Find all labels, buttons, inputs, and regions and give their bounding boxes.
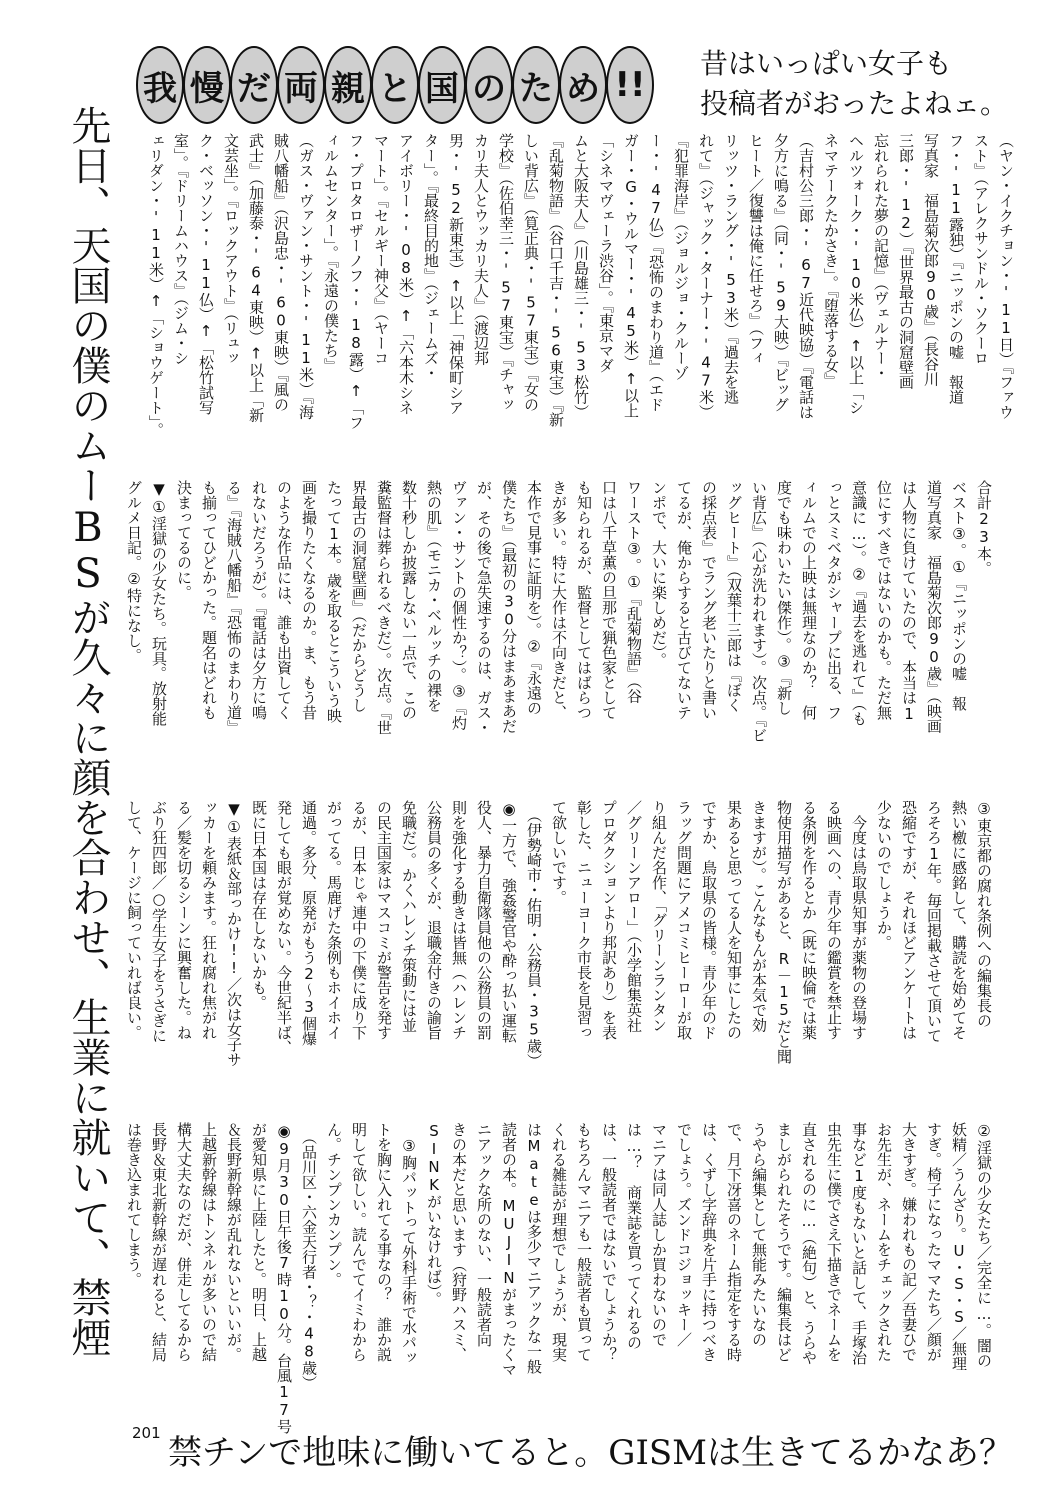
- text-column: はMateは多少マニアックな一般: [525, 1122, 543, 1374]
- text-column: カリ夫人とウッカリ夫人』（渡辺邦: [472, 133, 490, 366]
- text-column: 少ないのでしょうか。: [875, 800, 893, 950]
- text-column: して、ケージに飼っていれば良い。: [125, 800, 143, 1040]
- handwritten-line: 投稿者がおったよねェ。: [700, 87, 1009, 120]
- text-column: たって1本。歳を取るとこういう映: [325, 480, 343, 723]
- text-row-1: [143, 133, 1018, 438]
- text-column: 通過。多分、原発がもう2～3個爆: [300, 800, 318, 1046]
- text-column: 学校』（佐伯幸三・'57東宝）『チャッ: [497, 133, 515, 412]
- text-column: 男・'52新東宝）↑以上「神保町シア: [447, 133, 465, 415]
- title-circle-char: だ: [230, 46, 278, 124]
- text-column: は、一般読者ではないでしょうか？: [600, 1122, 618, 1362]
- text-column: 既に日本国は存在しないかも。: [250, 800, 268, 1010]
- text-column: お先生が、ネームをチェックされた: [875, 1122, 893, 1362]
- text-column: トを胸に入れてる事なの？ 誰か説: [375, 1122, 393, 1362]
- title-circle-char: め: [559, 46, 607, 124]
- text-column: が愛知県に上陸したと。明日、上越: [250, 1122, 268, 1362]
- handwritten-note-top: [700, 44, 1045, 124]
- text-column: ヒート／復讐は俺に任せろ』（フィ: [747, 133, 765, 366]
- text-column: 画を撮りたくなるのか。ま、もう昔: [300, 480, 318, 720]
- text-column: 熱の肌』（モニカ・ベルッチの裸を: [425, 480, 443, 713]
- handwritten-line: 昔はいっぱい女子も: [700, 47, 953, 80]
- text-column: きが多い。特に大作は不向きだと、: [550, 480, 568, 720]
- text-column: ＆長野新幹線が乱れないといいが。: [225, 1122, 243, 1362]
- text-column: 糞監督は葬られるべきだ）。次点。『世: [375, 480, 393, 735]
- text-column: 『犯罪海岸』（ジョルジョ・クルーゾ: [672, 133, 690, 381]
- text-column: （吉村公三郎・'67近代映協）『電話は: [797, 133, 815, 420]
- text-column: 決まってるのに。: [175, 480, 193, 600]
- text-column: 事など1度もないと話して、手塚治: [850, 1122, 868, 1365]
- title-circle-char: 両: [277, 46, 325, 124]
- text-column: は人物に負けていたので、本当は1: [900, 480, 918, 723]
- text-column: （ヤン・イクチョン・'11日）『ファウ: [997, 133, 1015, 420]
- text-column: てるが、俺からすると古びてないテ: [675, 480, 693, 720]
- text-column: は巻き込まれてしまう。: [125, 1122, 143, 1287]
- text-column: 「シネマヴェーラ渋谷」。『東京マダ: [597, 133, 615, 373]
- text-column: ましがられたそうです。編集長はど: [775, 1122, 793, 1362]
- text-column: ろそろ1年。毎回掲載させて頂いて: [925, 800, 943, 1043]
- text-column: 直されるのに…（絶句）と、うらや: [800, 1122, 818, 1365]
- text-column: ンポで、大いに楽しめだ）。: [650, 480, 668, 668]
- text-column: （伊勢崎市・佑明・公務員・35歳）: [525, 800, 543, 1069]
- text-column: がってる。馬鹿げた条例もホイホイ: [325, 800, 343, 1040]
- text-column: 数十秒しか披露しない一点で、この: [400, 480, 418, 720]
- text-column: り組んだ名作、「グリーンランタン: [650, 800, 668, 1033]
- text-column: れて』（ジャック・ターナー・'47米）: [697, 133, 715, 420]
- text-column: SINKがいなければ）。: [425, 1122, 443, 1307]
- text-column: 明して欲しい。読んでてイミわから: [350, 1122, 368, 1362]
- text-column: のような作品には、誰も出資してく: [275, 480, 293, 720]
- text-column: 写真家 福島菊次郎90歳』（長谷川: [922, 133, 940, 387]
- text-column: ②淫獄の少女たち／完全に…。闇の: [975, 1122, 993, 1368]
- text-column: 『乱菊物語』（谷口千吉・'56東宝）『新: [547, 133, 565, 427]
- text-column: もちろんマニアも一般読者も買って: [575, 1122, 593, 1362]
- text-column: るが、日本じゃ連中の下僕に成り下: [350, 800, 368, 1040]
- text-column: る映画への、青少年の鑑賞を禁止す: [825, 800, 843, 1040]
- title-circle-char: 国: [418, 46, 466, 124]
- text-column: ▼①淫獄の少女たち。玩具。放射能: [150, 480, 168, 726]
- text-column: る条例を作るとか（既に映倫では薬: [800, 800, 818, 1040]
- page-title: [136, 46, 653, 124]
- text-column: グルメ日記。②特になし。: [125, 480, 143, 663]
- text-column: ん。チンプンカンプン。: [325, 1122, 343, 1287]
- title-circle-char: !!: [606, 46, 654, 124]
- text-column: ネマテークたかさき」。『堕落する女』: [822, 133, 840, 388]
- text-column: 僕たち』（最初の30分はまあまあだ: [500, 480, 518, 734]
- text-column: マート」。『セルギー神父』（ヤーコ: [372, 133, 390, 366]
- text-column: 忘れられた夢の記憶』（ヴェルナー・: [872, 133, 890, 381]
- text-column: スト』（アレクサンドル・ソクーロ: [972, 133, 990, 366]
- text-column: っとスミベタがシャープに出る、フ: [825, 480, 843, 720]
- text-column: 室」。『ドリームハウス』（ジム・シ: [172, 133, 190, 366]
- text-column: い背広』（心が洗われます）。次点。『ビ: [750, 480, 768, 743]
- text-column: ですか、鳥取県の皆様。青少年のド: [700, 800, 718, 1040]
- text-column: フ・'11露独）『ニッポンの嘘 報道: [947, 133, 965, 405]
- text-column: 道写真家 福島菊次郎90歳』（映画: [925, 480, 943, 734]
- text-column: 物使用描写があると、R－15だと聞: [775, 800, 793, 1064]
- text-column: ▼①表紙＆部っかけ!!／次は女子サ: [225, 800, 243, 1067]
- text-column: で、月下冴喜のネーム指定をする時: [725, 1122, 743, 1362]
- text-column: ィルムセンター」。『永遠の僕たち』: [322, 133, 340, 373]
- text-column: は、くずし字辞典を片手に持つべき: [700, 1122, 718, 1362]
- text-column: る』『海賊八幡船』『恐怖のまわり道』: [225, 480, 243, 735]
- text-column: ッグヒート』（双葉十三郎は『ぼく: [725, 480, 743, 713]
- text-column: アイボリー・'08米）↑「六本木シネ: [397, 133, 415, 415]
- text-column: （ガス・ヴァン・サント・'11米）『海: [297, 133, 315, 420]
- text-row-3: [121, 800, 996, 1085]
- handwritten-note-bottom: 禁チンで地味に働いてると。GISMは生きてるかなあ？: [168, 1433, 1013, 1473]
- text-column: 果あると思ってる人を知事にしたの: [725, 800, 743, 1040]
- text-column: 免職だ）。かくハレンチ策動には並: [400, 800, 418, 1033]
- text-column: は…？ 商業誌を買ってくれるの: [625, 1122, 643, 1350]
- text-column: 度でも味わいたい傑作）。③『新し: [775, 480, 793, 716]
- text-column: 位にすべきではないのかも。ただ無: [875, 480, 893, 720]
- text-column: ／グリーンアロー」（小学館集英社: [625, 800, 643, 1033]
- text-column: でしょう。ズンドコジョッキー／: [675, 1122, 693, 1347]
- text-column: ー・'47仏）『恐怖のまわり道』（エド: [647, 133, 665, 412]
- text-column: マニアは同人誌しか買わないので: [650, 1122, 668, 1347]
- text-column: 武士』（加藤泰・'64東映）↑以上「新: [247, 133, 265, 423]
- text-column: ムと大阪夫人』（川島雄三・'53松竹）: [572, 133, 590, 420]
- text-column: が、その後で急失速するのは、ガス・: [475, 480, 493, 735]
- text-column: ◉9月30日午後7時10分。台風17号: [275, 1122, 293, 1434]
- text-column: きの本だと思います（狩野ハスミ、: [450, 1122, 468, 1362]
- text-column: すぎ。椅子になったママたち／顔が: [925, 1122, 943, 1362]
- text-column: ター」。『最終目的地』（ジェームズ・: [422, 133, 440, 381]
- text-column: ◉一方で、強姦警官や酔っ払い運転: [500, 800, 518, 1043]
- text-column: 上越新幹線はトンネルが多いので結: [200, 1122, 218, 1362]
- text-column: 熱い檄に感銘して、購読を始めてそ: [950, 800, 968, 1040]
- text-column: 口は八千草薫の旦那で猟色家として: [600, 480, 618, 720]
- text-column: ヴァン・サントの個性か？）。③『灼: [450, 480, 468, 731]
- text-column: 役人、暴力自衛隊員他の公務員の罰: [475, 800, 493, 1040]
- text-row-2: [121, 480, 996, 765]
- text-column: 界最古の洞窟壁画』（だからどうし: [350, 480, 368, 713]
- text-column: ベスト③。①『ニッポンの嘘 報: [950, 480, 968, 711]
- text-column: ニアックな所のない、一般読者向: [475, 1122, 493, 1347]
- text-column: 妖精／うんざり。U・S・S／無理: [950, 1122, 968, 1371]
- text-column: ③胸パットって外科手術で水パッ: [400, 1122, 418, 1365]
- text-column: 彰した、ニューヨーク市長を見習っ: [575, 800, 593, 1040]
- title-circle-char: 慢: [183, 46, 231, 124]
- text-column: 公務員の多くが、退職金付きの諭旨: [425, 800, 443, 1040]
- text-column: プロダクションより邦訳あり）を表: [600, 800, 618, 1040]
- title-circle-char: の: [465, 46, 513, 124]
- text-column: リッツ・ラング・'53米）『過去を逃: [722, 133, 740, 405]
- text-column: る／髪を切るシーンに興奮した。ね: [175, 800, 193, 1040]
- title-circle-char: と: [371, 46, 419, 124]
- title-circle-char: 我: [136, 46, 184, 124]
- text-column: も揃ってひどかった。題名はどれも: [200, 480, 218, 720]
- text-column: ぶり狂四郎／○学生女子をうさぎに: [150, 800, 168, 1043]
- title-circle-char: 親: [324, 46, 372, 124]
- text-column: 賊八幡船』（沢島忠・'60東映）『風の: [272, 133, 290, 412]
- text-column: ラッグ問題にアメコミヒーローが取: [675, 800, 693, 1040]
- text-column: 大きすぎ。嫌われもの記／吾妻ひで: [900, 1122, 918, 1362]
- text-column: ガー・G・ウルマー・'45米）↑以上: [622, 133, 640, 418]
- text-column: （品川区・六金天行者・？・48歳）: [300, 1122, 318, 1391]
- text-column: フ・プロタロザーノフ・'18露）↑「フ: [347, 133, 365, 430]
- text-column: ワースト③。①『乱菊物語』（谷: [625, 480, 643, 704]
- text-column: 文芸坐」。『ロックアウト』（リュッ: [222, 133, 240, 366]
- text-column: も知られるが、監督としてはばらつ: [575, 480, 593, 720]
- text-column: 長野＆東北新幹線が遅れると、結局: [150, 1122, 168, 1362]
- text-column: しい背広』（筧正典・'57東宝）『女の: [522, 133, 540, 412]
- text-column: れないだろうが）。『電話は夕方に鳴: [250, 480, 268, 720]
- text-column: 虫先生に僕でさえ下描きでネームを: [825, 1122, 843, 1362]
- text-column: ク・ベッソン・'11仏）↑「松竹試写: [197, 133, 215, 415]
- text-column: 発しても眼が覚めない。今世紀半ば、: [275, 800, 293, 1055]
- text-column: 夕方に鳴る』（同・'59大映）『ビッグ: [772, 133, 790, 412]
- text-column: て欲しいです。: [550, 800, 568, 905]
- text-column: 今度は鳥取県知事が薬物の登場す: [850, 800, 868, 1040]
- text-column: ッカーを頼みます。狂れ腐れ焦がれ: [200, 800, 218, 1040]
- text-column: 合計23本。: [975, 480, 993, 576]
- text-column: の採点表』でラング老いたりと書い: [700, 480, 718, 720]
- text-column: くれる雑誌が理想でしょうが、現実: [550, 1122, 568, 1362]
- text-column: 則を強化する動きは皆無（ハレンチ: [450, 800, 468, 1040]
- text-column: 三郎・'12）『世界最古の洞窟壁画: [897, 133, 915, 390]
- handwritten-note-left: 先日、天国の僕のムーBSが久々に顔を合わせ、生業に就いて、禁煙: [65, 105, 111, 1357]
- text-column: ヘルツォーク・'10米仏）↑以上「シ: [847, 133, 865, 415]
- text-column: うやら編集として無能みたいなの: [750, 1122, 768, 1347]
- text-column: 意識に…）。②『過去を逃れて』（も: [850, 480, 868, 726]
- page-number: 201: [132, 1424, 161, 1442]
- text-column: 本作で見事に証明を）。②『永遠の: [525, 480, 543, 716]
- text-column: ェリダン・'11米）↑「ショウゲート」。: [147, 133, 165, 438]
- text-column: の民主国家はマスコミが警告を発す: [375, 800, 393, 1040]
- text-column: 構大丈夫なのだが、併走してるから: [175, 1122, 193, 1362]
- text-column: 恐縮ですが、それほどアンケートは: [900, 800, 918, 1040]
- text-column: ィルムでの上映は無理なのか？ 何: [800, 480, 818, 720]
- text-column: 読者の本。MUJINがまったくマ: [500, 1122, 518, 1377]
- title-circle-char: た: [512, 46, 560, 124]
- text-column: きますが）。こんなもんが本気で効: [750, 800, 768, 1033]
- text-column: ③東京都の腐れ条例への編集長の: [975, 800, 993, 1028]
